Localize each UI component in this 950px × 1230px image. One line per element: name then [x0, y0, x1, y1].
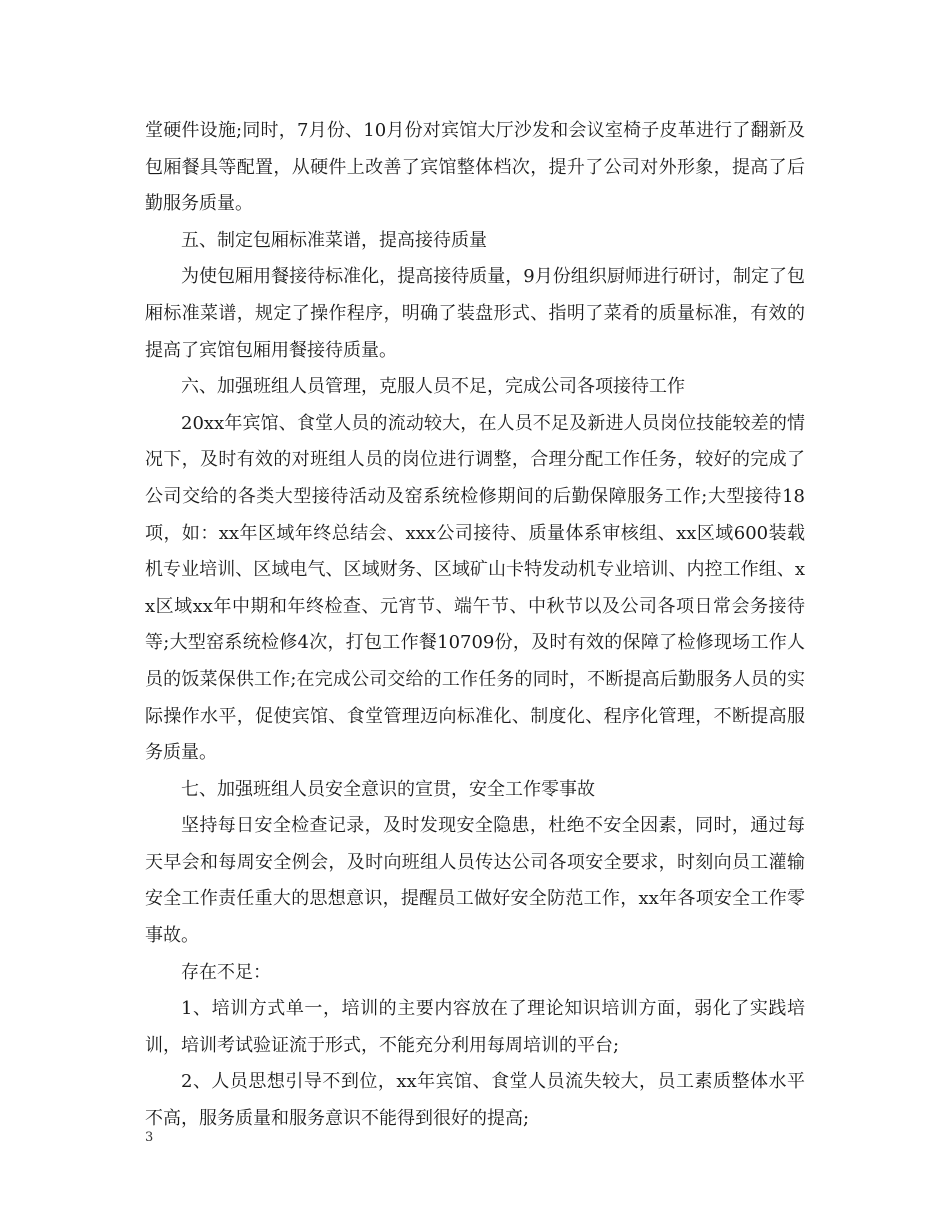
page-number: 3: [145, 1130, 154, 1145]
paragraph-staff-management: 20xx年宾馆、食堂人员的流动较大，在人员不足及新进人员岗位技能较差的情况下，及时有效的对班组人员的岗位进行调整，合理分配工作任务，较好的完成了公司交给的各类大型接待活动及窑系统检修期间的后勤保障服务工作;大型接待18项，如：xx年区域年终总结会、xxx公司接待、质量体系审核组、xx区域600装载机专业培训、区域电气、区域财务、区域矿山卡特发动机专业培训、内控工作组、xx区域xx年中期和年终检查、元宵节、端午节、中秋节以及公司各项日常会务接待等;大型窑系统检修4次，打包工作餐10709份，及时有效的保障了检修现场工作人员的饭菜保供工作;在完成公司交给的工作任务的同时，不断提高后勤服务人员的实际操作水平，促使宾馆、食堂管理迈向标准化、制度化、程序化管理，不断提高服务质量。: [145, 412, 805, 764]
shortcomings-heading: 存在不足：: [181, 961, 271, 983]
paragraph-safety: 坚持每日安全检查记录，及时发现安全隐患，杜绝不安全因素，同时，通过每天早会和每周安全例会，及时向班组人员传达公司各项安全要求，时刻向员工灌输安全工作责任重大的思想意识，提醒员工做好安全防范工作，xx年各项安全工作零事故。: [145, 815, 805, 947]
section-heading-five: 五、制定包厢标准菜谱，提高接待质量: [181, 229, 487, 251]
paragraph-menu-standard: 为使包厢用餐接待标准化，提高接待质量，9月份组织厨师进行研讨，制定了包厢标准菜谱，规定了操作程序，明确了装盘形式、指明了菜肴的质量标准，有效的提高了宾馆包厢用餐接待质量。: [145, 266, 805, 361]
shortcoming-item-2: 2、人员思想引导不到位，xx年宾馆、食堂人员流失较大，员工素质整体水平不高，服务质量和服务意识不能得到很好的提高;: [145, 1071, 805, 1130]
section-heading-six: 六、加强班组人员管理，克服人员不足，完成公司各项接待工作: [181, 376, 685, 398]
shortcoming-item-1: 1、培训方式单一，培训的主要内容放在了理论知识培训方面，弱化了实践培训，培训考试验证流于形式，不能充分利用每周培训的平台;: [145, 998, 805, 1056]
document-body: [145, 113, 805, 1138]
section-heading-seven: 七、加强班组人员安全意识的宣贯，安全工作零事故: [181, 778, 595, 800]
paragraph-continuation: 堂硬件设施;同时，7月份、10月份对宾馆大厅沙发和会议室椅子皮革进行了翻新及包厢餐具等配置，从硬件上改善了宾馆整体档次，提升了公司对外形象，提高了后勤服务质量。: [145, 120, 805, 215]
